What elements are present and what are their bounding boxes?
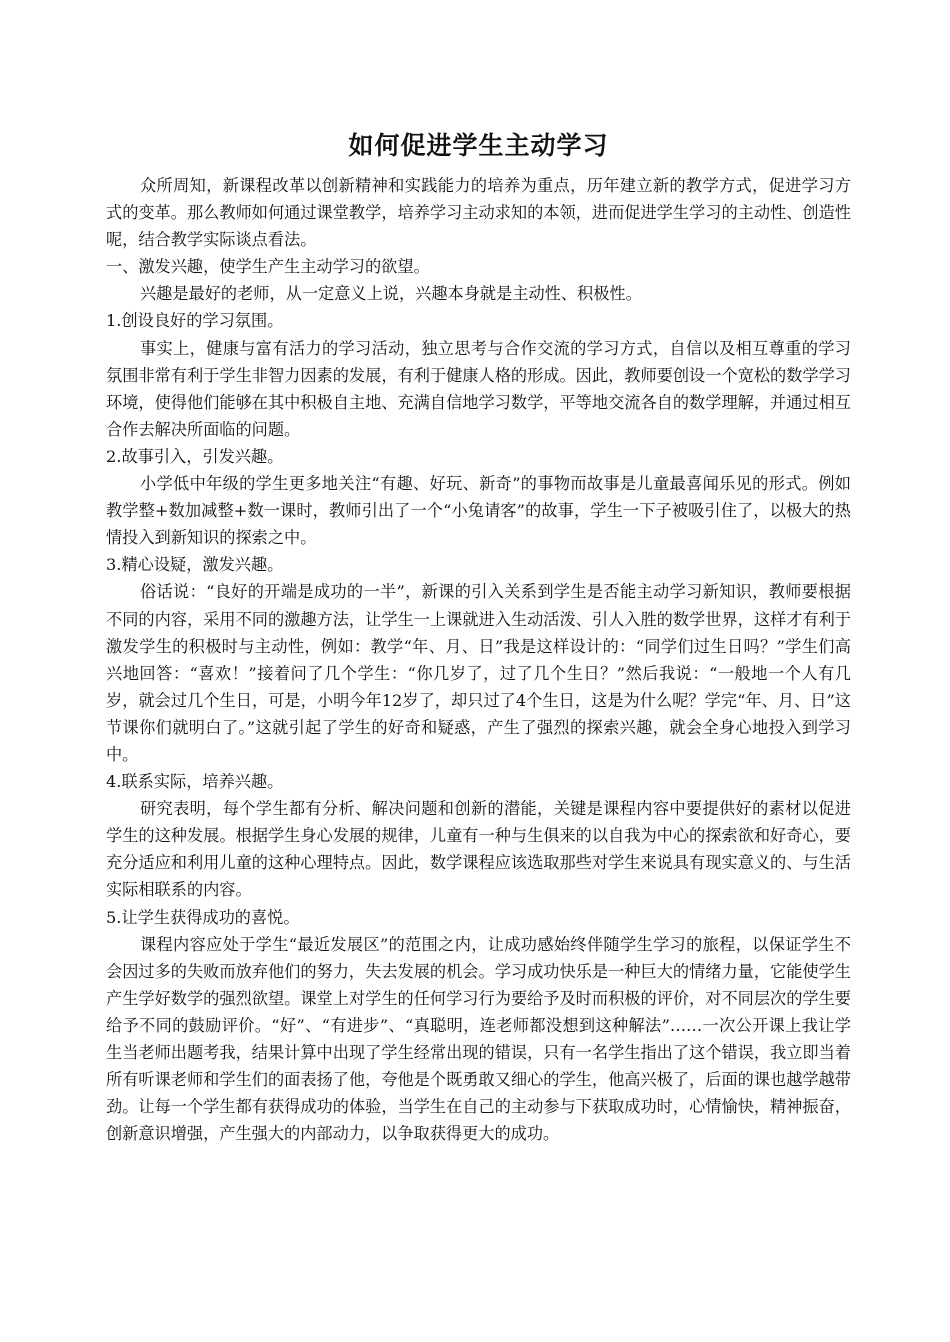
document-page bbox=[106, 126, 851, 1147]
body-paragraph: 小学低中年级的学生更多地关注“有趣、好玩、新奇”的事物而故事是儿童最喜闻乐见的形式。例如教学整+数加减整+数一课时，教师引出了一个“小兔请客”的故事，学生一下子被吸引住了，以极大的热情投入到新知识的探索之中。 bbox=[106, 474, 851, 548]
body-paragraph: 兴趣是最好的老师，从一定意义上说，兴趣本身就是主动性、积极性。 bbox=[140, 284, 642, 304]
document-title: 如何促进学生主动学习 bbox=[348, 131, 609, 160]
body-paragraph: 课程内容应处于学生“最近发展区”的范围之内，让成功感始终伴随学生学习的旅程，以保证学生不会因过多的失败而放弃他们的努力，失去发展的机会。学习成功快乐是一种巨大的情绪力量，它能使学生产生学好数学的强烈欲望。课堂上对学生的任何学习行为要给予及时而积极的评价，对不同层次的学生要给予不同的鼓励评价。“好”、“有进步”、“真聪明，连老师都没想到这种解法”……一次公开课上我让学生当老师出题考我，结果计算中出现了学生经常出现的错误，只有一名学生指出了这个错误，我立即当着所有听课老师和学生们的面表扬了他，夸他是个既勇敢又细心的学生，他高兴极了，后面的课也越学越带劲。让每一个学生都有获得成功的体验，当学生在自己的主动参与下获取成功时，心情愉快，精神振奋，创新意识增强，产生强大的内部动力，以争取获得更大的成功。 bbox=[106, 934, 851, 1144]
body-paragraph: 事实上，健康与富有活力的学习活动，独立思考与合作交流的学习方式，自信以及相互尊重的学习氛围非常有利于学生非智力因素的发展，有利于健康人格的形成。因此，教师要创设一个宽松的数学学习环境，使得他们能够在其中积极自主地、充满自信地学习数学，平等地交流各自的数学理解，并通过相互合作去解决所面临的问题。 bbox=[106, 338, 851, 439]
subheading-2: 2.故事引入，引发兴趣。 bbox=[106, 446, 284, 466]
subheading-5: 5.让学生获得成功的喜悦。 bbox=[106, 907, 300, 927]
body-paragraph: 研究表明，每个学生都有分析、解决问题和创新的潜能，关键是课程内容中要提供好的素材以促进学生的这种发展。根据学生身心发展的规律，儿童有一种与生俱来的以自我为中心的探索欲和好奇心，要充分适应和利用儿童的这种心理特点。因此，数学课程应该选取那些对学生来说具有现实意义的、与生活实际相联系的内容。 bbox=[106, 799, 851, 900]
subheading-1: 1.创设良好的学习氛围。 bbox=[106, 311, 284, 331]
subheading-3: 3.精心设疑，激发兴趣。 bbox=[106, 555, 284, 575]
body-paragraph: 俗话说：“良好的开端是成功的一半”，新课的引入关系到学生是否能主动学习新知识，教师要根据不同的内容，采用不同的激趣方法，让学生一上课就进入生动活泼、引人入胜的数学世界，这样才有利于激发学生的积极时与主动性，例如：教学“年、月、日”我是这样设计的：“同学们过生日吗？”学生们高兴地回答：“喜欢！”接着问了几个学生：“你几岁了，过了几个生日？”然后我说：“一般地一个人有几岁，就会过几个生日，可是，小明今年12岁了，却只过了4个生日，这是为什么呢？学完“年、月、日”这节课你们就明白了。”这就引起了学生的好奇和疑惑，产生了强烈的探索兴趣，就会全身心地投入到学习中。 bbox=[106, 582, 851, 764]
subheading-4: 4.联系实际，培养兴趣。 bbox=[106, 772, 284, 792]
section-heading-1: 一、激发兴趣，使学生产生主动学习的欲望。 bbox=[106, 257, 430, 277]
intro-paragraph: 众所周知，新课程改革以创新精神和实践能力的培养为重点，历年建立新的教学方式，促进学习方式的变革。那么教师如何通过课堂教学，培养学习主动求知的本领，进而促进学生学习的主动性、创造性呢，结合教学实际谈点看法。 bbox=[106, 176, 851, 250]
